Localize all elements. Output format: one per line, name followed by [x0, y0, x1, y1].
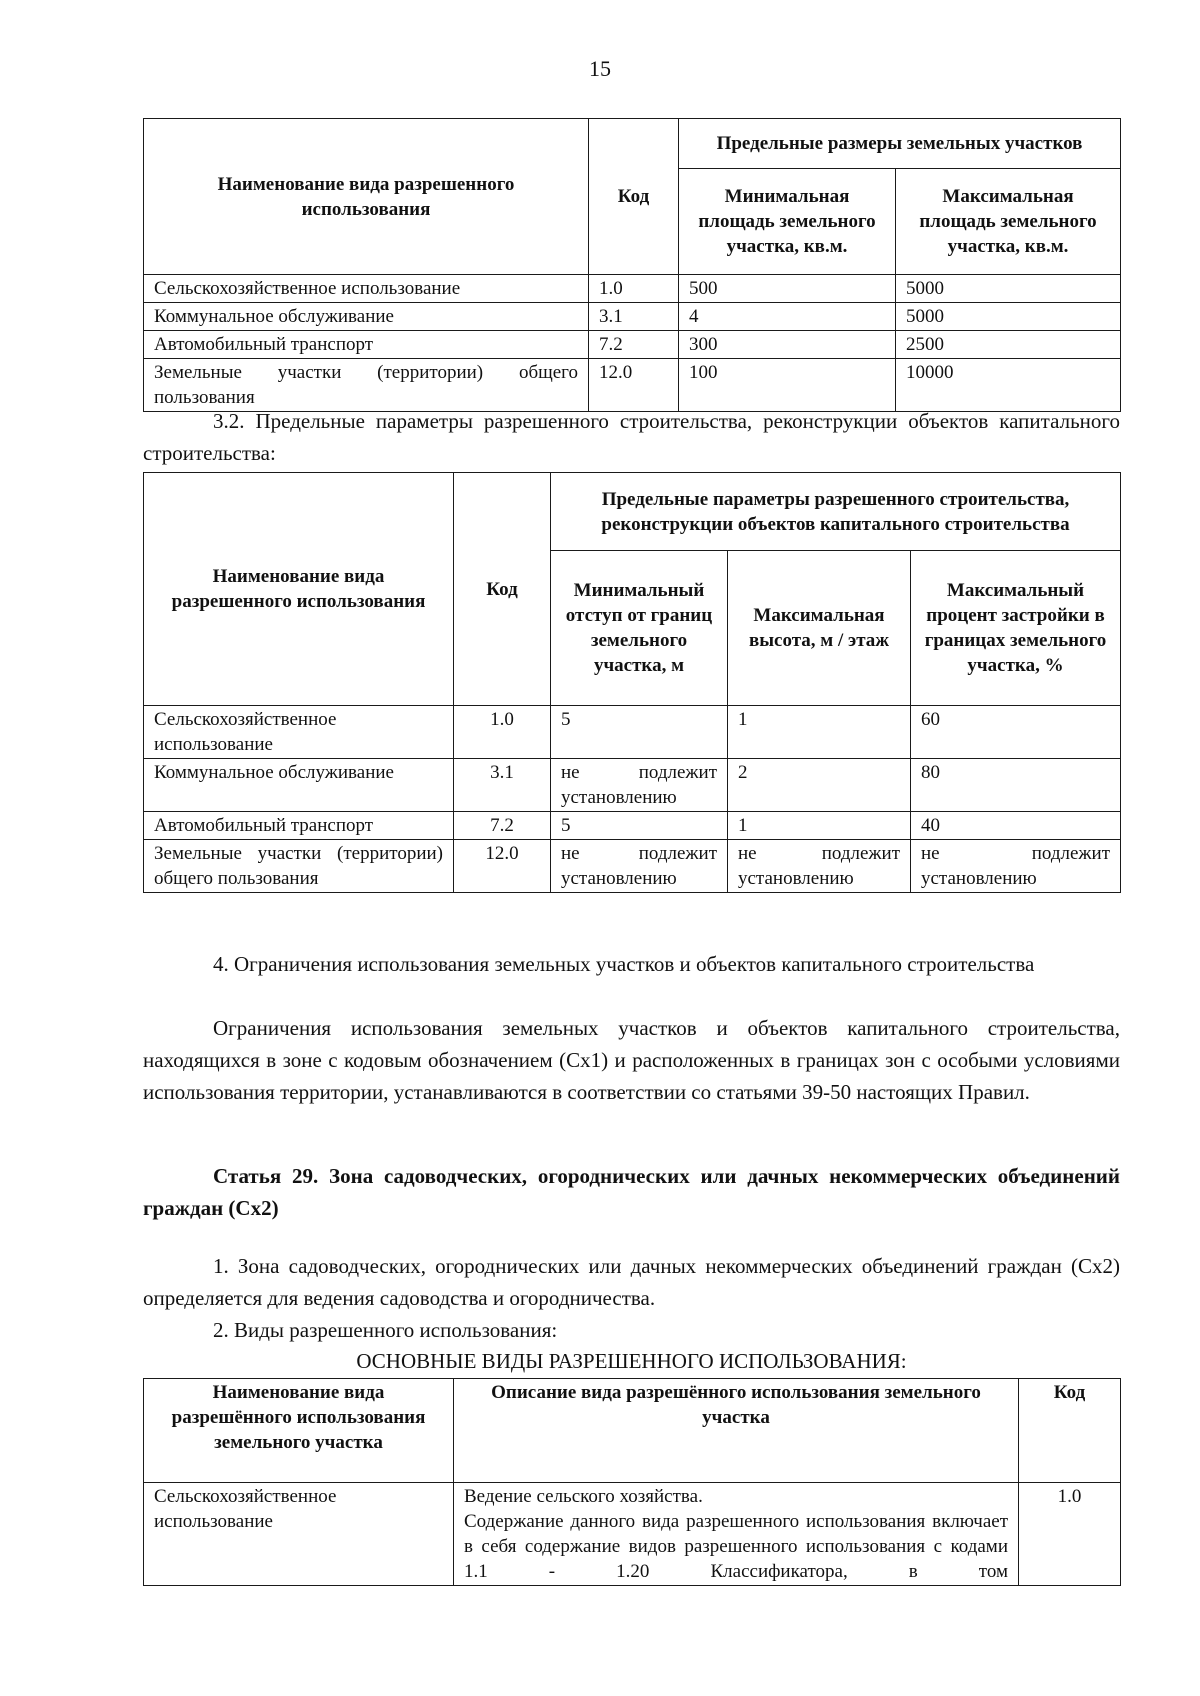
- cell-use-name: Сельскохозяйственное использование: [144, 1483, 454, 1586]
- article-29-paragraph-1: 1. Зона садоводческих, огороднических или дачных некоммерческих объединений граждан (Сх2) определяется для ведения садоводства и огородничества.: [143, 1254, 1120, 1310]
- cell-min-area: 500: [679, 275, 896, 303]
- header-use-name: Наименование вида разрешенного использования: [144, 119, 589, 275]
- cell-use-name: Сельскохозяйственное использование: [144, 706, 454, 759]
- cell-use-name: Коммунальное обслуживание: [144, 303, 589, 331]
- description-line: Содержание данного вида разрешенного использования включает в себя содержание видов разрешенного использования с кодами 1.1 - 1.20 Классификатора, в том: [464, 1511, 1008, 1582]
- cell-min-area: 4: [679, 303, 896, 331]
- cell-max-height: 1: [728, 812, 911, 840]
- cell-code: 7.2: [454, 812, 551, 840]
- cell-min-area: 100: [679, 359, 896, 412]
- cell-max-height: 2: [728, 759, 911, 812]
- main-uses-table: [143, 1378, 1121, 1586]
- table-row: [144, 303, 1121, 331]
- cell-max-percent: 60: [911, 706, 1121, 759]
- table-row: [144, 759, 1121, 812]
- cell-max-area: 5000: [896, 275, 1121, 303]
- cell-description: [454, 1483, 1019, 1586]
- table-row: [144, 275, 1121, 303]
- table-row: [144, 706, 1121, 759]
- table-row: [144, 1483, 1121, 1586]
- cell-code: 7.2: [589, 331, 679, 359]
- header-max-area: Максимальная площадь земельного участка, кв.м.: [896, 169, 1121, 275]
- cell-code: 12.0: [454, 840, 551, 893]
- cell-code: 3.1: [454, 759, 551, 812]
- cell-max-area: 10000: [896, 359, 1121, 412]
- cell-use-name: Автомобильный транспорт: [144, 812, 454, 840]
- article-29-paragraph-2: 2. Виды разрешенного использования:: [213, 1318, 558, 1342]
- table-row: [144, 840, 1121, 893]
- cell-max-percent: 40: [911, 812, 1121, 840]
- description-line: Ведение сельского хозяйства.: [464, 1486, 703, 1507]
- section-3-2-paragraph: 3.2. Предельные параметры разрешенного строительства, реконструкции объектов капитального строительства:: [143, 409, 1120, 465]
- article-29-title: Статья 29. Зона садоводческих, огороднических или дачных некоммерческих объединений граждан (Сх2): [143, 1164, 1120, 1220]
- header-size-limits: Предельные размеры земельных участков: [679, 119, 1121, 169]
- cell-max-percent: 80: [911, 759, 1121, 812]
- cell-min-indent: не подлежит установлению: [551, 840, 728, 893]
- cell-max-area: 5000: [896, 303, 1121, 331]
- header-code: Код: [1019, 1379, 1121, 1483]
- cell-code: 1.0: [454, 706, 551, 759]
- header-min-area: Минимальная площадь земельного участка, кв.м.: [679, 169, 896, 275]
- construction-parameters-table: [143, 472, 1121, 893]
- cell-use-name: Земельные участки (территории) общего пользования: [144, 840, 454, 893]
- main-uses-heading: ОСНОВНЫЕ ВИДЫ РАЗРЕШЕННОГО ИСПОЛЬЗОВАНИЯ:: [356, 1349, 907, 1373]
- cell-max-percent: не подлежит установлению: [911, 840, 1121, 893]
- cell-min-indent: не подлежит установлению: [551, 759, 728, 812]
- header-max-percent: Максимальный процент застройки в границах земельного участка, %: [911, 551, 1121, 706]
- section-4-title: 4. Ограничения использования земельных участков и объектов капитального строительства: [213, 952, 1035, 976]
- cell-max-area: 2500: [896, 331, 1121, 359]
- cell-min-area: 300: [679, 331, 896, 359]
- cell-code: 3.1: [589, 303, 679, 331]
- header-construction-limits: Предельные параметры разрешенного строительства, реконструкции объектов капитального строительства: [551, 473, 1121, 551]
- cell-use-name: Сельскохозяйственное использование: [144, 275, 589, 303]
- section-4-text: Ограничения использования земельных участков и объектов капитального строительства, находящихся в зоне с кодовым обозначением (Сх1) и расположенных в границах зон с особыми условиями использования территории, устанавливаются в соответствии со статьями 39-50 настоящих Правил.: [143, 1016, 1120, 1104]
- cell-use-name: Автомобильный транспорт: [144, 331, 589, 359]
- table-row: [144, 359, 1121, 412]
- cell-max-height: 1: [728, 706, 911, 759]
- land-plot-size-table: [143, 118, 1121, 412]
- cell-max-height: не подлежит установлению: [728, 840, 911, 893]
- cell-min-indent: 5: [551, 706, 728, 759]
- cell-use-name: Коммунальное обслуживание: [144, 759, 454, 812]
- cell-code: 1.0: [589, 275, 679, 303]
- cell-min-indent: 5: [551, 812, 728, 840]
- header-max-height: Максимальная высота, м / этаж: [728, 551, 911, 706]
- table-row: [144, 812, 1121, 840]
- header-code: Код: [589, 119, 679, 275]
- page-number: 15: [589, 56, 611, 81]
- header-use-name: Наименование вида разрешенного использования: [144, 473, 454, 706]
- header-min-indent: Минимальный отступ от границ земельного участка, м: [551, 551, 728, 706]
- header-use-name: Наименование вида разрешённого использования земельного участка: [144, 1379, 454, 1483]
- cell-use-name: Земельные участки (территории) общего пользования: [144, 359, 589, 412]
- cell-code: 1.0: [1019, 1483, 1121, 1586]
- cell-code: 12.0: [589, 359, 679, 412]
- header-code: Код: [454, 473, 551, 706]
- table-row: [144, 331, 1121, 359]
- header-description: Описание вида разрешённого использования земельного участка: [454, 1379, 1019, 1483]
